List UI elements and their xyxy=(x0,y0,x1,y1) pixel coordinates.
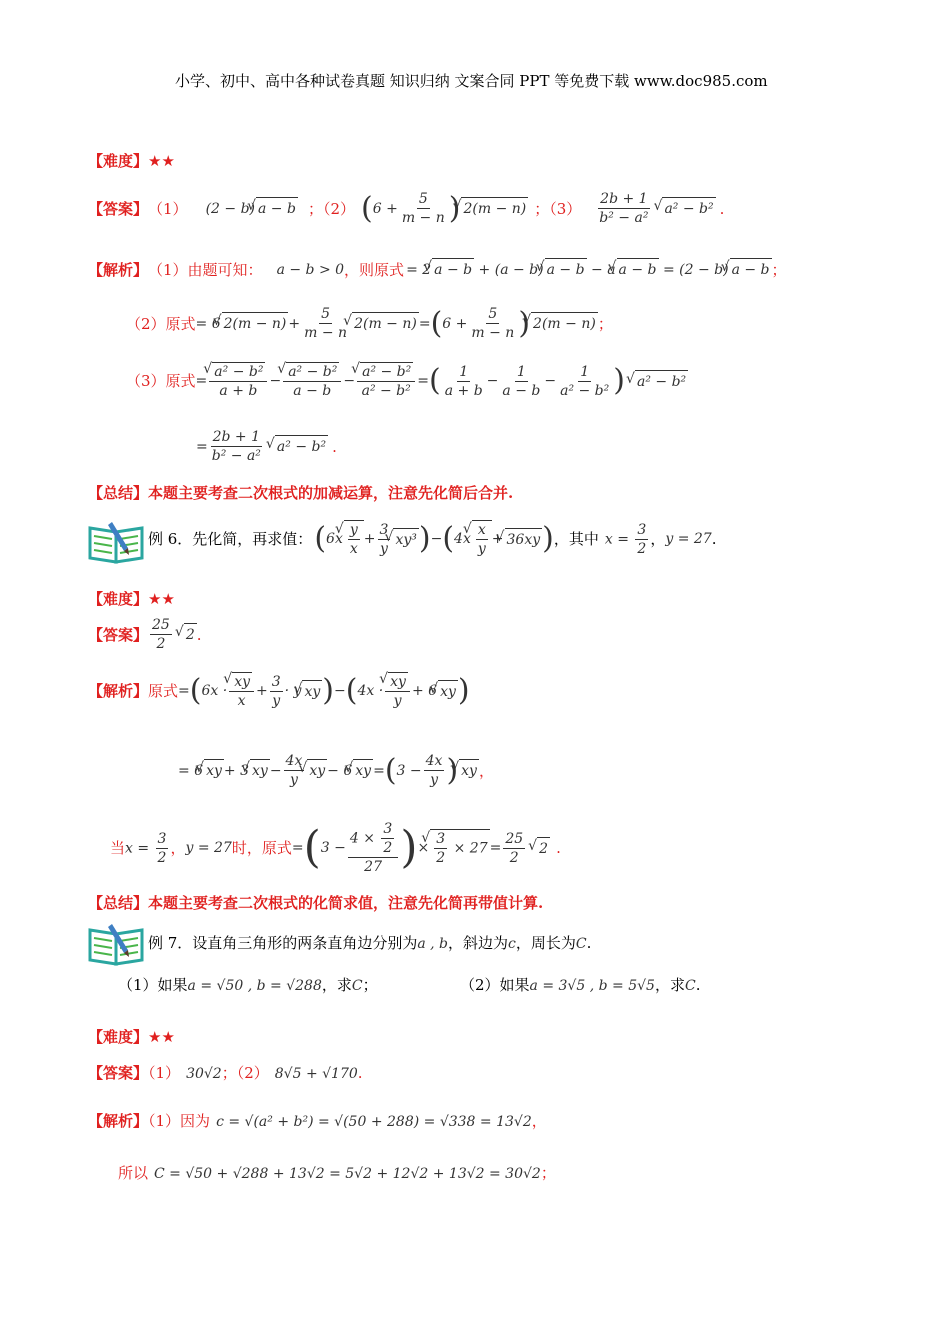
answer-math-3: $\frac{2b + 1}{\text{b² − a²}}$ √ a² − b² xyxy=(595,190,715,227)
q2-end: . xyxy=(695,976,701,994)
analysis-row-1 xyxy=(88,258,787,281)
answer-math-1: (2 − b)√ a − b xyxy=(206,197,298,220)
analysis-7b-end: ； xyxy=(540,1164,556,1182)
analysis-6-text: 原式 xyxy=(148,682,179,700)
analysis-label: 【解析】 xyxy=(88,260,149,279)
q2-math: a = 3√5 , b = 5√5 xyxy=(529,978,655,994)
analysis-4-math: = $\frac{2b + 1}{\text{b² − a²}}$ √ a² − b² xyxy=(196,428,328,465)
example7-C: C xyxy=(575,936,587,952)
q1-end: ； xyxy=(362,976,378,994)
answer-label: 【答案】 xyxy=(88,625,149,644)
example6-y: y = 27 xyxy=(665,531,712,547)
analysis-3-text: （3）原式 xyxy=(126,372,196,390)
analysis-2-math: = 6 √ 2(m − n) + $\frac{5}{m - n}$ √ 2(m − n) = ( 6 + $\frac{5}{m - n}$ ) √ 2(m − n) xyxy=(196,305,598,342)
analysis-row-2 xyxy=(126,305,613,342)
analysis-6-when-mid: 时，原式 xyxy=(231,839,292,857)
example6-title-row xyxy=(148,520,716,558)
difficulty-label: 【难度】 xyxy=(88,152,149,170)
analysis-row-6c xyxy=(110,820,561,876)
example7-q2 xyxy=(460,974,700,997)
analysis-6b-end: ， xyxy=(478,761,494,780)
answer-7-p2: ；（2） xyxy=(221,1064,269,1082)
summary-5: 【总结】本题主要考查二次根式的加减运算，注意先化简后合并. xyxy=(88,484,514,502)
analysis-2-text: （2）原式 xyxy=(126,314,196,333)
example7-q1 xyxy=(118,974,378,997)
analysis-7a-end: ， xyxy=(531,1112,547,1130)
answer-row-6 xyxy=(88,616,202,653)
q1-C: C xyxy=(351,978,363,994)
analysis-7b-text: 所以 xyxy=(118,1164,149,1182)
q1-math: a = √50 , b = √288 xyxy=(187,978,322,994)
q1-text: （1）如果 xyxy=(118,976,188,994)
page-header: 小学、初中、高中各种试卷真题 知识归纳 文案合同 PPT 等免费下载 www.doc985.com xyxy=(175,72,768,90)
answer-end: . xyxy=(719,199,725,218)
analysis-4-end: . xyxy=(332,437,337,456)
analysis-6c-math: = ( 3 − 4 × $\frac{3}{2}$ 27 ) × √ $\frac{3}{2}$ × 27 = $\frac{25}{2}$ √ 2 xyxy=(292,820,550,876)
difficulty-row xyxy=(88,150,175,172)
analysis-1-cond: a − b > 0 xyxy=(276,261,345,278)
summary-6: 【总结】本题主要考查二次根式的化简求值，注意先化简再带值计算. xyxy=(88,894,544,912)
book-icon xyxy=(86,920,148,966)
period: . xyxy=(711,530,717,548)
analysis-1-text: （1）由题可知： xyxy=(148,260,263,279)
analysis-1-math: = 2√ a − b + (a − b)√ a − b − a√ a − b = (2 − b)√ a − b xyxy=(406,258,771,281)
comma: ， xyxy=(170,839,186,857)
answer-label: 【答案】 xyxy=(88,199,149,218)
q2-ask: ，求 xyxy=(654,976,685,994)
difficulty-label: 【难度】 xyxy=(88,1028,149,1046)
analysis-label: 【解析】 xyxy=(88,1112,149,1130)
analysis-row-3 xyxy=(126,362,688,400)
analysis-7a-text: （1）因为 xyxy=(148,1112,211,1130)
q1-ask: ，求 xyxy=(321,976,352,994)
answer-label: 【答案】 xyxy=(88,1064,149,1082)
analysis-1-end: ； xyxy=(771,260,787,279)
analysis-row-6b xyxy=(178,752,494,789)
analysis-6a-math: = ( 6x · √ $\frac{xy}{x}$ + $\frac{3}{y}$ · y √ xy ) − ( 4x · √ $\frac{xy}{y}$ + 6 √ xy ) xyxy=(178,672,470,710)
answer-7-v1: 30√2 xyxy=(186,1066,222,1082)
analysis-6-x: x = $\frac{3}{2}$ xyxy=(125,830,167,866)
q2-text: （2）如果 xyxy=(460,976,530,994)
answer-part2: ；（2） xyxy=(307,199,355,218)
period: . xyxy=(556,839,561,857)
example6-expression: ( 6x √ $\frac{y}{x}$ + $\frac{3}{y}$ √ xy³ ) − ( 4x √ $\frac{x}{y}$ + √ 36xy ) xyxy=(314,520,554,558)
analysis-row-7b xyxy=(118,1162,556,1185)
analysis-1-mid: ，则原式 xyxy=(344,260,405,279)
answer-7-end: . xyxy=(357,1064,363,1082)
answer-7-p1: （1） xyxy=(148,1064,181,1082)
example6-where: ，其中 xyxy=(553,530,599,548)
example7-title-a: 例 7．设直角三角形的两条直角边分别为 xyxy=(148,934,418,952)
answer-6-end: . xyxy=(196,625,202,644)
analysis-3-math: = √ $\frac{\text{a² − b²}}{a + b}$ − √ $\frac{\text{a² − b²}}{a - b}$ − √ $\frac{\text{a² − b²}}{\text{a² − b²}}$ = ( $\frac{1}{a + b}$ − $\frac{1}{a - b}$ − $\frac{1}{\text{a² − b²}}$ ) √ a² − b² xyxy=(196,362,689,400)
example7-ab: a , b xyxy=(417,936,448,952)
answer-math-2: ( 6 + $\frac{5}{m - n}$ ) √ 2(m − n) xyxy=(361,190,528,227)
difficulty-stars: ★★ xyxy=(148,152,175,170)
book-icon xyxy=(86,518,148,564)
example6-x: x = $\frac{3}{2}$ xyxy=(604,521,647,557)
example7-title-end: . xyxy=(586,934,592,952)
difficulty-label: 【难度】 xyxy=(88,590,149,608)
answer-row-7 xyxy=(88,1062,363,1085)
analysis-2-end: ； xyxy=(597,314,613,333)
q2-C: C xyxy=(684,978,696,994)
analysis-6-when: 当 xyxy=(110,839,126,857)
analysis-6b-math: = 6 √ xy + 3 √ xy − $\frac{4x}{y}$ √ xy − 6 √ xy = ( 3 − $\frac{4x}{y}$ ) √ xy xyxy=(178,752,479,789)
difficulty-row-7 xyxy=(88,1026,175,1048)
example7-title-d: ，周长为 xyxy=(515,934,576,952)
answer-part1: （1） xyxy=(148,199,188,218)
answer-part3: ；（3） xyxy=(534,199,582,218)
example6-title: 例 6．先化简，再求值： xyxy=(148,530,313,548)
answer-row xyxy=(88,190,724,227)
analysis-label: 【解析】 xyxy=(88,682,149,700)
example7-title-b: ，斜边为 xyxy=(448,934,509,952)
difficulty-row-6 xyxy=(88,588,175,610)
answer-7-v2: 8√5 + √170 xyxy=(274,1066,358,1082)
answer-6-math: $\frac{25}{2}$ √ 2 xyxy=(148,616,197,653)
difficulty-stars: ★★ xyxy=(148,1028,175,1046)
analysis-row-4 xyxy=(196,428,337,465)
analysis-7a-math: c = √(a² + b²) = √(50 + 288) = √338 = 13√2 xyxy=(216,1114,532,1130)
analysis-7b-math: C = √50 + √288 + 13√2 = 5√2 + 12√2 + 13√2 = 30√2 xyxy=(154,1166,541,1182)
example7-c: c xyxy=(508,936,516,952)
comma: ， xyxy=(650,530,666,548)
difficulty-stars: ★★ xyxy=(148,590,175,608)
analysis-6-y: y = 27 xyxy=(185,840,232,856)
example7-title-row xyxy=(148,932,591,955)
analysis-row-7a xyxy=(88,1110,547,1133)
analysis-row-6a xyxy=(88,672,470,710)
